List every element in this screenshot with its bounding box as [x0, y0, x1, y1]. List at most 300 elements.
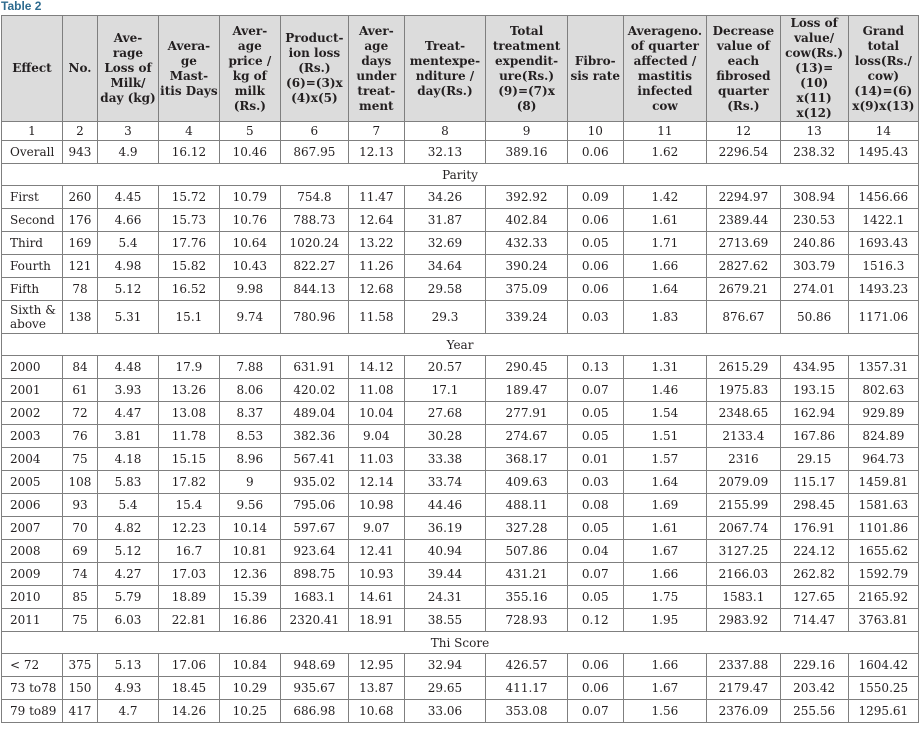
table-row: [2, 540, 919, 563]
table-cell: 11.26: [348, 255, 404, 278]
table-cell: 434.95: [780, 356, 848, 379]
table-cell: 14.12: [348, 356, 404, 379]
row-label: 2004: [2, 448, 63, 471]
table-cell: 10.43: [219, 255, 280, 278]
table-cell: 70: [62, 517, 97, 540]
table-cell: 5.31: [98, 301, 159, 334]
column-header: Product-ion loss (Rs.) (6)=(3)x (4)x(5): [280, 16, 348, 122]
section-row: [2, 164, 919, 186]
table-cell: 20.57: [404, 356, 486, 379]
table-cell: 12.64: [348, 209, 404, 232]
table-cell: 1101.86: [848, 517, 918, 540]
table-cell: 6: [280, 122, 348, 141]
table-cell: 867.95: [280, 141, 348, 164]
table-cell: 5: [219, 122, 280, 141]
table-cell: 1.62: [623, 141, 707, 164]
row-label: First: [2, 186, 63, 209]
table-cell: 1604.42: [848, 654, 918, 677]
table-cell: 1.66: [623, 654, 707, 677]
table-cell: 33.74: [404, 471, 486, 494]
table-cell: 1550.25: [848, 677, 918, 700]
table-cell: 44.46: [404, 494, 486, 517]
table-cell: 2348.65: [707, 402, 780, 425]
table-cell: 240.86: [780, 232, 848, 255]
table-cell: 12.68: [348, 278, 404, 301]
table-cell: 5.12: [98, 540, 159, 563]
table-cell: 1655.62: [848, 540, 918, 563]
table-cell: 597.67: [280, 517, 348, 540]
table-cell: 1.71: [623, 232, 707, 255]
table-cell: 844.13: [280, 278, 348, 301]
table-cell: 507.86: [486, 540, 568, 563]
row-label: 2011: [2, 609, 63, 632]
table-cell: 3763.81: [848, 609, 918, 632]
table-cell: 72: [62, 402, 97, 425]
table-cell: 40.94: [404, 540, 486, 563]
column-number-row: [2, 122, 919, 141]
table-row: [2, 586, 919, 609]
table-cell: 1.46: [623, 379, 707, 402]
table-cell: 14.26: [158, 700, 219, 723]
table-cell: 12.13: [348, 141, 404, 164]
column-header: Loss of value/ cow(Rs.) (13)=(10) x(11) x(12): [780, 16, 848, 122]
table-cell: 5.83: [98, 471, 159, 494]
table-cell: 1.64: [623, 278, 707, 301]
table-cell: 29.58: [404, 278, 486, 301]
table-cell: 0.06: [567, 141, 623, 164]
table-cell: 5.4: [98, 494, 159, 517]
table-cell: 13.26: [158, 379, 219, 402]
row-label: Overall: [2, 141, 63, 164]
table-cell: 488.11: [486, 494, 568, 517]
table-cell: 2679.21: [707, 278, 780, 301]
table-cell: 2320.41: [280, 609, 348, 632]
table-cell: 13.87: [348, 677, 404, 700]
column-header: Ave-rage Loss of Milk/ day (kg): [98, 16, 159, 122]
table-cell: 1975.83: [707, 379, 780, 402]
table-cell: 0.03: [567, 471, 623, 494]
table-cell: 15.1: [158, 301, 219, 334]
table-cell: 11.08: [348, 379, 404, 402]
table-cell: 303.79: [780, 255, 848, 278]
table-cell: 17.76: [158, 232, 219, 255]
table-cell: 0.07: [567, 563, 623, 586]
table-cell: 1422.1: [848, 209, 918, 232]
table-cell: 12: [707, 122, 780, 141]
table-cell: 754.8: [280, 186, 348, 209]
table-cell: 75: [62, 448, 97, 471]
table-cell: 10.98: [348, 494, 404, 517]
table-row: [2, 255, 919, 278]
table-cell: 1.61: [623, 517, 707, 540]
table-cell: 15.82: [158, 255, 219, 278]
table-cell: 0.06: [567, 209, 623, 232]
row-label: Fifth: [2, 278, 63, 301]
table-cell: 15.4: [158, 494, 219, 517]
column-header: Avera-ge Mast-itis Days: [158, 16, 219, 122]
table-cell: 382.36: [280, 425, 348, 448]
table-cell: 4.98: [98, 255, 159, 278]
table-cell: 13.08: [158, 402, 219, 425]
table-cell: 4.9: [98, 141, 159, 164]
table-row: [2, 425, 919, 448]
table-row: [2, 700, 919, 723]
table-cell: 2155.99: [707, 494, 780, 517]
table-cell: 169: [62, 232, 97, 255]
table-cell: 898.75: [280, 563, 348, 586]
table-cell: 9.04: [348, 425, 404, 448]
table-cell: 10.04: [348, 402, 404, 425]
table-cell: 15.39: [219, 586, 280, 609]
row-label: 2001: [2, 379, 63, 402]
table-cell: 10.68: [348, 700, 404, 723]
table-cell: 935.02: [280, 471, 348, 494]
table-row: [2, 494, 919, 517]
table-cell: 78: [62, 278, 97, 301]
table-cell: 17.03: [158, 563, 219, 586]
table-cell: 0.08: [567, 494, 623, 517]
table-cell: 32.13: [404, 141, 486, 164]
table-cell: 17.82: [158, 471, 219, 494]
table-cell: 1.69: [623, 494, 707, 517]
table-cell: 935.67: [280, 677, 348, 700]
row-label: 2008: [2, 540, 63, 563]
table-cell: 29.15: [780, 448, 848, 471]
table-row: [2, 654, 919, 677]
table-caption: Table 2: [1, 0, 42, 13]
table-cell: 8.53: [219, 425, 280, 448]
row-label: Fourth: [2, 255, 63, 278]
table-cell: 2296.54: [707, 141, 780, 164]
table-cell: 9.56: [219, 494, 280, 517]
table-cell: 339.24: [486, 301, 568, 334]
table-cell: 1.61: [623, 209, 707, 232]
row-label: 2000: [2, 356, 63, 379]
table-cell: 822.27: [280, 255, 348, 278]
table-cell: 2615.29: [707, 356, 780, 379]
table-cell: 18.89: [158, 586, 219, 609]
table-cell: 2294.97: [707, 186, 780, 209]
table-cell: 18.91: [348, 609, 404, 632]
table-cell: 1592.79: [848, 563, 918, 586]
table-cell: 16.86: [219, 609, 280, 632]
table-cell: 277.91: [486, 402, 568, 425]
table-cell: 1581.63: [848, 494, 918, 517]
column-header: Fibro-sis rate: [567, 16, 623, 122]
row-label: 2005: [2, 471, 63, 494]
table-cell: 8.37: [219, 402, 280, 425]
table-cell: 964.73: [848, 448, 918, 471]
section-label: Year: [2, 334, 919, 356]
table-row: [2, 609, 919, 632]
table-cell: 8.96: [219, 448, 280, 471]
table-cell: 0.01: [567, 448, 623, 471]
table-cell: 10.14: [219, 517, 280, 540]
table-cell: 10.46: [219, 141, 280, 164]
table-cell: 1171.06: [848, 301, 918, 334]
table-cell: 16.12: [158, 141, 219, 164]
table-cell: 876.67: [707, 301, 780, 334]
table-cell: 238.32: [780, 141, 848, 164]
column-header: Grand total loss(Rs./ cow) (14)=(6) x(9)x(13): [848, 16, 918, 122]
column-header: Aver-age days under treat-ment: [348, 16, 404, 122]
table-cell: 255.56: [780, 700, 848, 723]
table-cell: 390.24: [486, 255, 568, 278]
table-cell: 12.41: [348, 540, 404, 563]
table-cell: 0.05: [567, 586, 623, 609]
table-cell: 0.12: [567, 609, 623, 632]
table-cell: 69: [62, 540, 97, 563]
table-cell: 0.05: [567, 402, 623, 425]
table-cell: 2: [62, 122, 97, 141]
table-cell: 0.06: [567, 255, 623, 278]
table-cell: 5.13: [98, 654, 159, 677]
table-cell: 0.06: [567, 677, 623, 700]
table-cell: 0.06: [567, 278, 623, 301]
table-cell: 1.56: [623, 700, 707, 723]
table-cell: 1.66: [623, 563, 707, 586]
table-cell: 32.69: [404, 232, 486, 255]
table-cell: 567.41: [280, 448, 348, 471]
table-cell: 0.05: [567, 425, 623, 448]
table-cell: 420.02: [280, 379, 348, 402]
table-cell: 402.84: [486, 209, 568, 232]
table-cell: 1.95: [623, 609, 707, 632]
table-cell: 780.96: [280, 301, 348, 334]
table-cell: 1.51: [623, 425, 707, 448]
table-cell: 0.09: [567, 186, 623, 209]
table-cell: 2166.03: [707, 563, 780, 586]
table-cell: 260: [62, 186, 97, 209]
table-cell: 375.09: [486, 278, 568, 301]
section-row: [2, 632, 919, 654]
table-cell: 1493.23: [848, 278, 918, 301]
column-header: No.: [62, 16, 97, 122]
table-cell: 4.82: [98, 517, 159, 540]
table-row: [2, 232, 919, 255]
table-cell: 29.3: [404, 301, 486, 334]
section-label: Thi Score: [2, 632, 919, 654]
table-cell: 10.25: [219, 700, 280, 723]
table-cell: 432.33: [486, 232, 568, 255]
column-header: Effect: [2, 16, 63, 122]
table-row: [2, 186, 919, 209]
table-row: [2, 448, 919, 471]
table-cell: 16.52: [158, 278, 219, 301]
table-row: [2, 677, 919, 700]
table-cell: 0.13: [567, 356, 623, 379]
table-cell: 290.45: [486, 356, 568, 379]
table-cell: 176.91: [780, 517, 848, 540]
table-cell: 9.74: [219, 301, 280, 334]
table-cell: 4.66: [98, 209, 159, 232]
table-cell: 162.94: [780, 402, 848, 425]
table-cell: 4.27: [98, 563, 159, 586]
table-cell: 4.93: [98, 677, 159, 700]
table-cell: 3127.25: [707, 540, 780, 563]
table-cell: 27.68: [404, 402, 486, 425]
table-cell: 0.07: [567, 700, 623, 723]
table-cell: 1.67: [623, 540, 707, 563]
table-cell: 3: [98, 122, 159, 141]
table-cell: 1.75: [623, 586, 707, 609]
table-cell: 4.47: [98, 402, 159, 425]
table-cell: 1357.31: [848, 356, 918, 379]
table-cell: 1583.1: [707, 586, 780, 609]
table-cell: 631.91: [280, 356, 348, 379]
table-cell: 1516.3: [848, 255, 918, 278]
table-cell: 17.1: [404, 379, 486, 402]
column-header: Aver-age price / kg of milk (Rs.): [219, 16, 280, 122]
table-cell: 392.92: [486, 186, 568, 209]
table-cell: 189.47: [486, 379, 568, 402]
table-cell: 929.89: [848, 402, 918, 425]
table-cell: 375: [62, 654, 97, 677]
table-cell: 24.31: [404, 586, 486, 609]
table-cell: 33.38: [404, 448, 486, 471]
table-cell: 84: [62, 356, 97, 379]
table-cell: 14: [848, 122, 918, 141]
table-cell: 193.15: [780, 379, 848, 402]
column-header: Treat-mentexpe-nditure / day(Rs.): [404, 16, 486, 122]
table-cell: 943: [62, 141, 97, 164]
table-cell: 0.06: [567, 654, 623, 677]
table-cell: 2337.88: [707, 654, 780, 677]
table-cell: 11: [623, 122, 707, 141]
table-cell: 9: [486, 122, 568, 141]
table-cell: 11.58: [348, 301, 404, 334]
table-cell: 10.93: [348, 563, 404, 586]
table-cell: 2713.69: [707, 232, 780, 255]
table-cell: 138: [62, 301, 97, 334]
table-cell: 2079.09: [707, 471, 780, 494]
table-cell: 224.12: [780, 540, 848, 563]
row-label: 2006: [2, 494, 63, 517]
table-cell: 1.83: [623, 301, 707, 334]
table-cell: 1.66: [623, 255, 707, 278]
table-cell: 93: [62, 494, 97, 517]
row-label: Second: [2, 209, 63, 232]
table-cell: 15.15: [158, 448, 219, 471]
row-label: Sixth & above: [2, 301, 63, 334]
table-cell: 50.86: [780, 301, 848, 334]
table-cell: 5.12: [98, 278, 159, 301]
table-cell: 5.4: [98, 232, 159, 255]
table-cell: 2983.92: [707, 609, 780, 632]
table-cell: 14.61: [348, 586, 404, 609]
table-cell: 4: [158, 122, 219, 141]
table-cell: 9.07: [348, 517, 404, 540]
table-row: [2, 356, 919, 379]
table-cell: 714.47: [780, 609, 848, 632]
table-cell: 17.9: [158, 356, 219, 379]
table-cell: 274.01: [780, 278, 848, 301]
column-header: Total treatment expendit-ure(Rs.) (9)=(7)x (8): [486, 16, 568, 122]
table-cell: 431.21: [486, 563, 568, 586]
table-row: [2, 379, 919, 402]
table-cell: 2165.92: [848, 586, 918, 609]
table-cell: 76: [62, 425, 97, 448]
column-header: Averageno. of quarter affected / mastitis infected cow: [623, 16, 707, 122]
row-label: 2007: [2, 517, 63, 540]
table-cell: 12.36: [219, 563, 280, 586]
table-cell: 802.63: [848, 379, 918, 402]
table-cell: 121: [62, 255, 97, 278]
table-cell: 308.94: [780, 186, 848, 209]
table-cell: 0.05: [567, 517, 623, 540]
table-cell: 5.79: [98, 586, 159, 609]
table-cell: 11.78: [158, 425, 219, 448]
table-cell: 12.14: [348, 471, 404, 494]
table-cell: 0.05: [567, 232, 623, 255]
table-cell: 298.45: [780, 494, 848, 517]
table-cell: 327.28: [486, 517, 568, 540]
row-label: 2003: [2, 425, 63, 448]
table-cell: 32.94: [404, 654, 486, 677]
table-cell: 0.07: [567, 379, 623, 402]
table-cell: 4.18: [98, 448, 159, 471]
table-cell: 15.73: [158, 209, 219, 232]
table-cell: 7.88: [219, 356, 280, 379]
table-cell: 417: [62, 700, 97, 723]
table-cell: 0.03: [567, 301, 623, 334]
table-cell: 2827.62: [707, 255, 780, 278]
table-cell: 2067.74: [707, 517, 780, 540]
table-cell: 10: [567, 122, 623, 141]
table-cell: 34.64: [404, 255, 486, 278]
table-cell: 1.42: [623, 186, 707, 209]
table-cell: 10.84: [219, 654, 280, 677]
table-cell: 8.06: [219, 379, 280, 402]
row-label: 79 to89: [2, 700, 63, 723]
table-cell: 368.17: [486, 448, 568, 471]
table-cell: 12.23: [158, 517, 219, 540]
table-cell: 1.54: [623, 402, 707, 425]
table-cell: 11.47: [348, 186, 404, 209]
table-cell: 10.79: [219, 186, 280, 209]
table-cell: 10.64: [219, 232, 280, 255]
results-table: [1, 15, 919, 723]
table-cell: 1.31: [623, 356, 707, 379]
table-cell: 489.04: [280, 402, 348, 425]
table-cell: 230.53: [780, 209, 848, 232]
table-cell: 13.22: [348, 232, 404, 255]
table-row: [2, 141, 919, 164]
table-cell: 13: [780, 122, 848, 141]
table-cell: 10.76: [219, 209, 280, 232]
table-cell: 34.26: [404, 186, 486, 209]
table-cell: 15.72: [158, 186, 219, 209]
row-label: 2009: [2, 563, 63, 586]
table-row: [2, 278, 919, 301]
table-cell: 1.64: [623, 471, 707, 494]
table-cell: 74: [62, 563, 97, 586]
row-label: 1: [2, 122, 63, 141]
table-cell: 824.89: [848, 425, 918, 448]
table-cell: 923.64: [280, 540, 348, 563]
table-cell: 38.55: [404, 609, 486, 632]
table-cell: 1459.81: [848, 471, 918, 494]
table-cell: 203.42: [780, 677, 848, 700]
table-cell: 4.45: [98, 186, 159, 209]
table-cell: 1.57: [623, 448, 707, 471]
table-cell: 9.98: [219, 278, 280, 301]
row-label: < 72: [2, 654, 63, 677]
table-cell: 2133.4: [707, 425, 780, 448]
table-cell: 262.82: [780, 563, 848, 586]
table-cell: 8: [404, 122, 486, 141]
table-cell: 11.03: [348, 448, 404, 471]
